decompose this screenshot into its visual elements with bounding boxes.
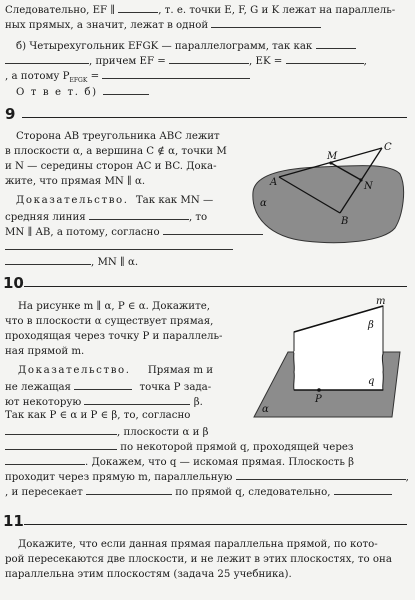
section-divider [24,286,407,287]
task-text: точка P зада- [139,382,212,393]
answer-blank[interactable] [211,17,321,28]
text-line: Следовательно, EF ∥ [5,5,116,16]
task-text: рой пересекаются две плоскости, и не лежит в этих плоскостях, то она [5,554,392,565]
task-text: , то [188,212,208,223]
label-b: B [341,216,349,227]
answer-blank[interactable] [5,53,89,64]
label-alpha: α [260,198,267,209]
text-line: , причем EF = [89,56,166,67]
label-m: M [327,151,338,162]
section-divider [22,117,407,118]
task-text: по прямой q, следовательно, [175,487,331,498]
answer-blank[interactable] [103,84,149,95]
section-number: 11 [3,512,24,530]
task-text: , [405,472,409,483]
task-text: проходящая через точку P и параллель- [5,331,223,342]
label-q: q [368,376,375,387]
task-text: жите, что прямая MN ∥ α. [5,176,146,187]
task-text: и N — середины сторон AC и BC. Дока- [5,161,217,172]
text-line: б) Четырехугольник EFGK — параллелограмм, так как [16,41,313,52]
section-number: 10 [3,274,24,292]
task-text: β. [193,397,203,408]
task-text: проходит через прямую m, параллельную [5,472,233,483]
answer-blank[interactable] [169,53,249,64]
task-text: не лежащая [5,382,71,393]
text-line: = [90,71,100,82]
answer-blank[interactable] [5,424,117,435]
answer-blank[interactable] [316,38,356,49]
label-n: N [364,181,373,192]
answer-blank[interactable] [74,379,132,390]
text-line: , EK = [249,56,283,67]
task-text: Прямая m и [147,365,214,376]
task-text: ют некоторую [5,397,82,408]
planes-figure [250,292,408,420]
label-a: A [270,177,278,188]
task-text: , плоскости α и β [117,427,209,438]
text-line: , т. е. точки E, F, G и K лежат на параллель- [158,5,396,16]
perimeter-subscript: EFGK [69,77,88,85]
answer-blank[interactable] [334,484,392,495]
text-line: , а потому P [5,71,70,82]
text-line: ных прямых, а значит, лежат в одной [5,20,209,31]
answer-blank[interactable] [5,239,233,250]
task-text: ная прямой m. [5,346,85,357]
label-beta: β [368,320,374,331]
triangle-plane-figure [245,140,405,250]
answer-label: О т в е т. б) [16,87,98,98]
task-text: параллельна этим плоскостям (задача 25 учебника). [5,569,292,580]
answer-blank[interactable] [102,68,250,79]
proof-label: Доказательство. [18,365,131,376]
answer-blank[interactable] [86,484,172,495]
task-text: , MN ∥ α. [91,257,139,268]
task-text: средняя линия [5,212,86,223]
answer-blank[interactable] [5,439,117,450]
task-text: Сторона AB треугольника ABC лежит [16,131,220,142]
answer-blank[interactable] [5,454,85,465]
answer-blank[interactable] [89,209,189,220]
answer-blank[interactable] [236,469,406,480]
answer-blank[interactable] [84,394,190,405]
point-p [317,388,321,392]
task-text: , и пересекает [5,487,83,498]
task-text: . Докажем, что q — искомая прямая. Плоскость β [85,457,355,468]
text-line: , [363,56,367,67]
proof-label: Доказательство. [16,195,129,206]
answer-blank[interactable] [286,53,364,64]
answer-blank[interactable] [118,2,158,13]
label-c: C [384,142,392,153]
label-alpha: α [262,404,269,415]
section-number: 9 [5,105,16,123]
answer-blank[interactable] [5,254,91,265]
task-text: Докажите, что если данная прямая параллельна прямой, по кото- [18,539,378,550]
task-text: по некоторой прямой q, проходящей через [120,442,354,453]
task-text: в плоскости α, а вершина C ∉ α, точки M [5,146,227,157]
task-text: что в плоскости α существует прямая, [5,316,214,327]
label-m: m [376,296,386,307]
task-text: Так как P ∈ α и P ∈ β, то, согласно [5,410,191,421]
label-p: P [315,394,322,405]
task-text: MN ∥ AB, а потому, согласно [5,227,160,238]
point-n [359,178,362,181]
section-divider [24,524,407,525]
task-text: Так как MN — [135,195,214,206]
task-text: На рисунке m ∥ α, P ∈ α. Докажите, [18,301,210,312]
